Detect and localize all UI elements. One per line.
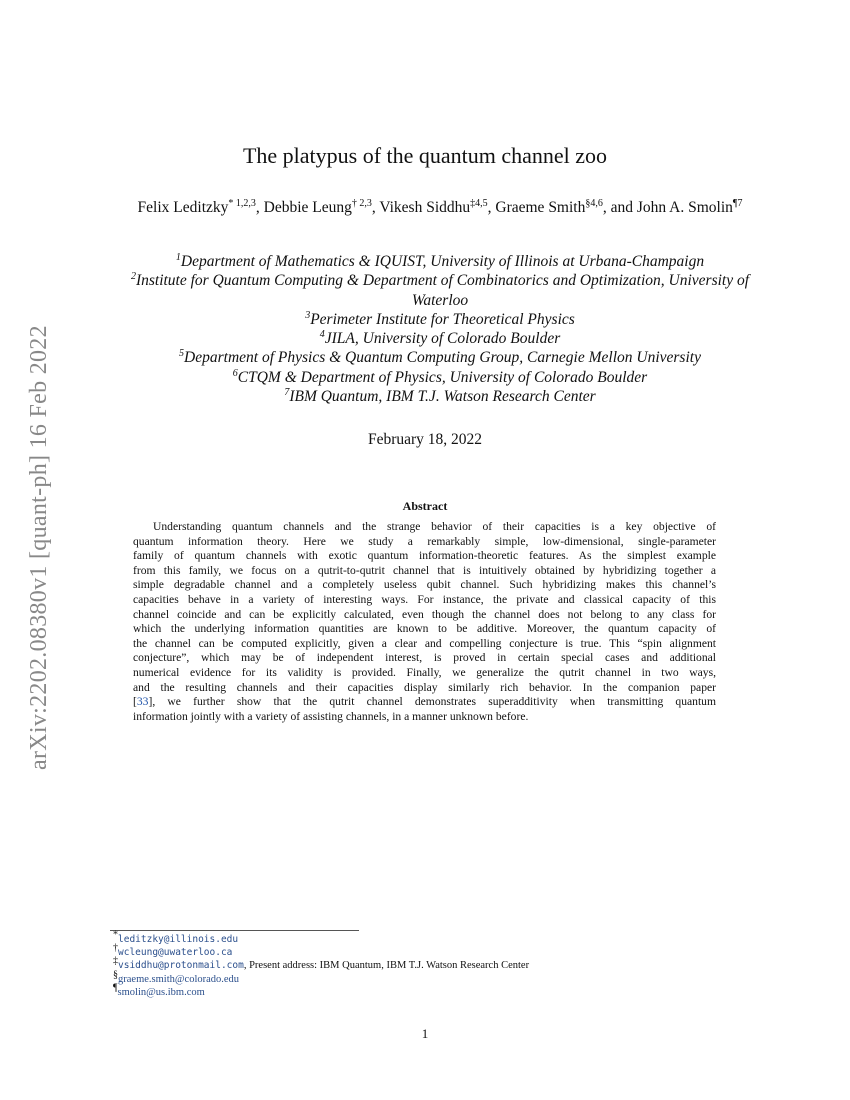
paper-title: The platypus of the quantum channel zoo [242, 143, 608, 168]
author-sup: ‡4,5 [470, 197, 488, 209]
abstract-line: the channel can be computed explicitly, given a clear and compelling conjecture is true. This “spin alignment [133, 636, 716, 650]
abstract-line: [33], we further show that the qutrit channel demonstrates superadditivity when transmitting quantum [133, 695, 716, 709]
author-list [100, 198, 780, 218]
abstract-line: which the underlying information quantities are known to be additive. Moreover, the quantum capacity of [133, 622, 716, 636]
footnote [113, 929, 529, 946]
affiliation-num: 6 [232, 367, 238, 379]
email-link[interactable]: vsiddhu@protonmail.com [118, 960, 244, 972]
affiliation-num: 5 [179, 348, 185, 360]
author-sep: , [255, 199, 264, 216]
email-link[interactable]: leditzky@illinois.edu [118, 934, 239, 945]
affiliation-text: IBM Quantum, IBM T.J. Watson Research Center [289, 388, 596, 406]
abstract-heading: Abstract [402, 499, 448, 513]
author [379, 199, 495, 216]
abstract-line: and the resulting channels and their capacities display similarly rich behavior. In the companion paper [133, 680, 716, 694]
footnote-mark: § [113, 969, 118, 981]
affiliation-text: CTQM & Department of Physics, University of Colorado Boulder [237, 368, 648, 386]
footnotes [113, 929, 530, 999]
abstract-line: numerical evidence for its validity is provided. Finally, we generalize the qutrit channel in two ways, [133, 665, 716, 679]
footnote-mark: ‡ [113, 955, 118, 967]
affiliation-text: Department of Mathematics & IQUIST, University of Illinois at Urbana-Champaign [180, 253, 705, 270]
affiliation-text: Perimeter Institute for Theoretical Physics [310, 310, 575, 328]
paper-date: February 18, 2022 [367, 431, 483, 448]
email-link[interactable]: wcleung@uwaterloo.ca [118, 947, 233, 959]
author [637, 199, 743, 216]
author-name: Vikesh Siddhu [379, 199, 471, 216]
email-link[interactable]: graeme.smith@colorado.edu [118, 973, 240, 985]
author-name: Debbie Leung [263, 199, 352, 216]
abstract-line: from this family, we focus on a qutrit-to-qutrit channel that is intuitively obtained by hybridizing together a [133, 563, 716, 577]
abstract-line: channel coincide and can be explicitly calculated, even though the channel does not belong to any class for [133, 607, 716, 621]
affiliation-num: 2 [130, 271, 136, 283]
abstract-line: capacities behave in a variety of interesting ways. For instance, the private and classical capacity of this [133, 592, 716, 606]
author-name: Graeme Smith [495, 199, 586, 216]
email-link[interactable]: smolin@us.ibm.com [117, 986, 205, 998]
author [138, 199, 264, 216]
abstract-line: family of quantum channels with exotic quantum information-theoretic features. As the simplest example [133, 549, 716, 563]
abstract-line: information jointly with a variety of assisting channels, in a manner unknown before. [133, 709, 529, 723]
citation-link[interactable]: 33 [136, 695, 149, 709]
author-sup: ¶7 [732, 197, 743, 209]
affiliation [100, 252, 780, 271]
footnote [113, 955, 530, 972]
abstract-line-text: , we further show that the qutrit channel demonstrates superadditivity when transmitting quantum [152, 695, 716, 709]
author-sep: , and [602, 199, 637, 216]
affiliation [100, 271, 780, 310]
author-sep: , [487, 199, 496, 216]
abstract-line: quantum information theory. Here we study a remarkably simple, low-dimensional, single-parameter [133, 534, 716, 548]
footnote-note: , Present address: IBM Quantum, IBM T.J. Watson Research Center [243, 960, 530, 972]
author-sep: , [371, 199, 380, 216]
footnote-rule [110, 930, 359, 931]
footnote-mark: † [113, 942, 118, 954]
affiliation-text: Department of Physics & Quantum Computing Group, Carnegie Mellon University [184, 349, 701, 367]
affiliation [100, 387, 780, 406]
abstract-line: Understanding quantum channels and the strange behavior of their capacities is a key objective of [153, 520, 716, 533]
author-sup: † 2,3 [351, 197, 372, 209]
affiliation-num: 4 [319, 329, 325, 341]
abstract-line: simple degradable channel and a completely useless qubit channel. Such hybridizing makes this channel’s [133, 578, 716, 592]
page-number: 1 [421, 1026, 429, 1041]
author-sup: §4,6 [585, 197, 603, 209]
footnote-mark: ¶ [113, 982, 118, 994]
footnote-mark: * [113, 929, 118, 941]
footnote [113, 982, 529, 999]
affiliation-text: JILA, University of Colorado Boulder [324, 330, 561, 348]
affiliation-text: Institute for Quantum Computing & Department of Combinatorics and Optimization, University of Waterloo [135, 272, 750, 309]
affiliation-list [100, 252, 780, 406]
abstract-body [133, 520, 716, 724]
author-sup: * 1,2,3 [228, 197, 256, 209]
affiliation [100, 348, 780, 367]
footnote [113, 942, 529, 959]
author-name: Felix Leditzky [137, 199, 229, 216]
affiliation-num: 3 [305, 309, 311, 321]
affiliation-num: 7 [284, 386, 290, 398]
abstract-line: conjecture”, which may be of independent interest, is proved in certain special cases and additional [133, 651, 716, 665]
affiliation [100, 329, 780, 348]
arxiv-stamp: arXiv:2202.08380v1 [quant-ph] 16 Feb 2022 [26, 325, 52, 770]
footnote [113, 969, 529, 986]
author [495, 199, 636, 216]
affiliation [100, 368, 780, 387]
author [264, 199, 380, 216]
affiliation-num: 1 [175, 251, 181, 263]
author-name: John A. Smolin [636, 199, 733, 216]
affiliation [100, 310, 780, 329]
